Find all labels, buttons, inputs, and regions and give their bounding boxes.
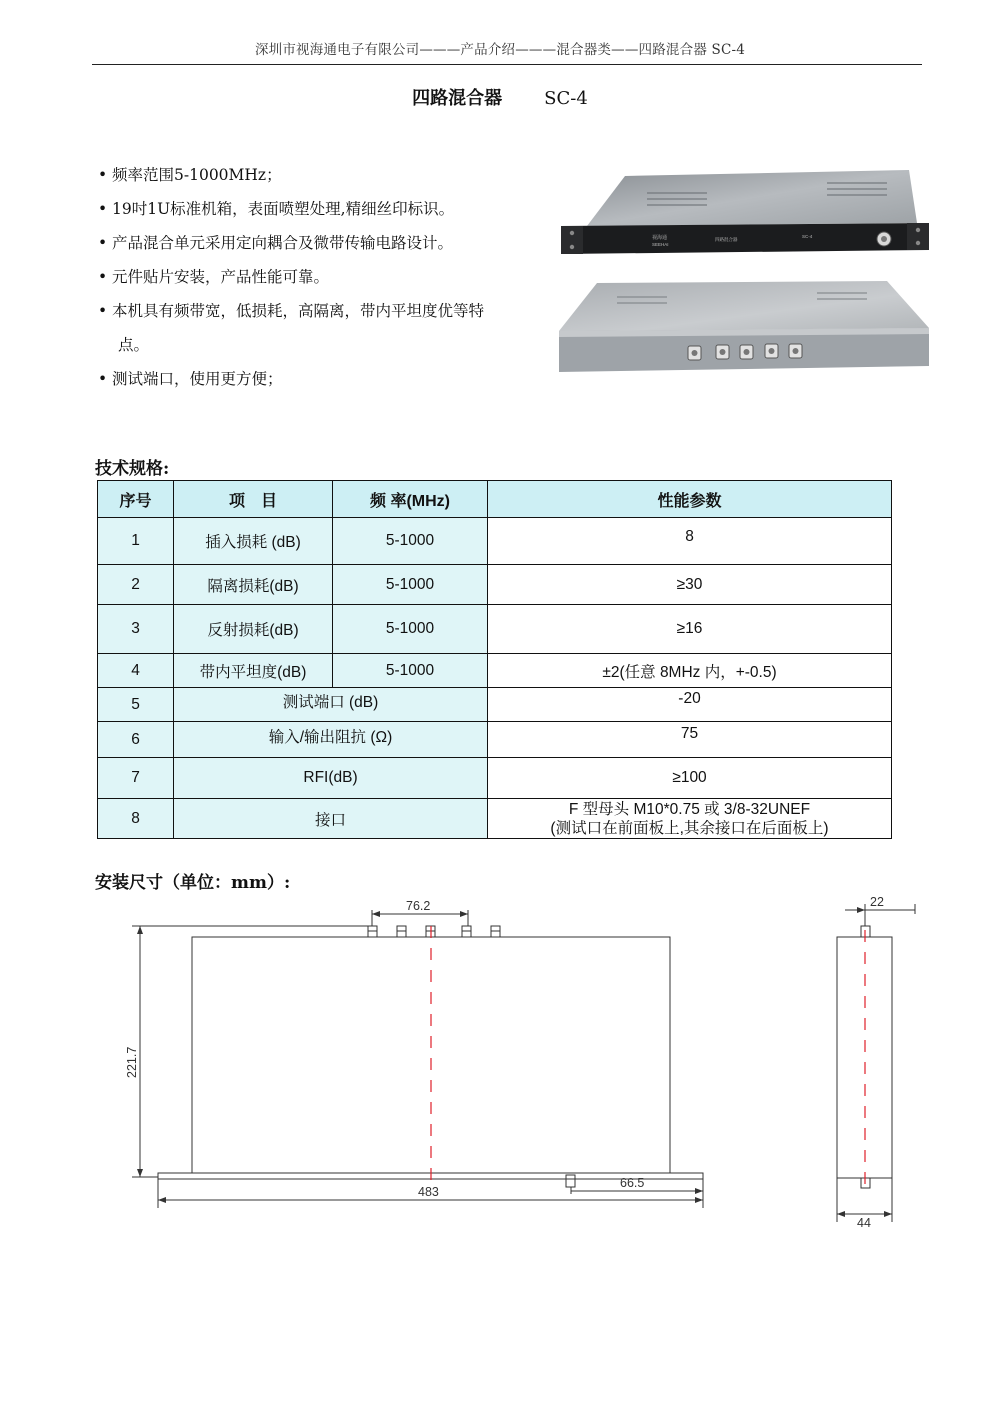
- rear-view-unit: [559, 281, 929, 372]
- front-view-unit: [561, 170, 929, 254]
- row-value: ≥30: [488, 565, 892, 605]
- feature-list: [98, 158, 548, 396]
- front-model-text: SC-4: [802, 234, 813, 239]
- dim-depth: 44: [857, 1216, 871, 1230]
- table-row: [98, 722, 892, 758]
- row-item: 反射损耗(dB): [174, 605, 333, 654]
- table-row: [98, 758, 892, 799]
- row-value: ±2(任意 8MHz 内，+-0.5): [488, 654, 892, 688]
- dim-connector-spacing: 76.2: [406, 899, 431, 913]
- rear-connectors: [368, 926, 500, 937]
- row-value: 8: [488, 518, 892, 565]
- row-no: 6: [98, 722, 174, 758]
- product-photo: [557, 168, 933, 380]
- header-divider: [92, 64, 922, 65]
- front-brand-en-text: SEEHAI: [652, 242, 669, 247]
- front-brand-text: 视海通: [652, 235, 668, 241]
- spec-table-header-row: [98, 481, 892, 518]
- page-title: [0, 84, 1000, 110]
- page-header-breadcrumb: 深圳市视海通电子有限公司———产品介绍———混合器类——四路混合器 SC-4: [254, 42, 746, 58]
- feature-item: • 19吋1U标准机箱，表面喷塑处理,精细丝印标识。: [98, 200, 455, 218]
- spec-section-heading: 技术规格:: [95, 459, 170, 479]
- header-no: 序号: [98, 481, 174, 518]
- row-no: 7: [98, 758, 174, 799]
- dimensions-section-heading: 安装尺寸（单位：mm）:: [95, 873, 291, 893]
- row-item: 测试端口 (dB): [174, 688, 488, 722]
- row-item: 插入损耗 (dB): [174, 518, 333, 565]
- row-value: 75: [488, 722, 892, 758]
- feature-item: • 本机具有频带宽，低损耗，高隔离，带内平坦度优等特: [98, 302, 485, 320]
- dim-test-port-offset: 66.5: [620, 1176, 645, 1190]
- row-no: 1: [98, 518, 174, 565]
- row-item: 带内平坦度(dB): [174, 654, 333, 688]
- interface-line-1: F 型母头 M10*0.75 或 3/8-32UNEF: [568, 800, 811, 818]
- table-row: [98, 605, 892, 654]
- row-value: ≥100: [488, 758, 892, 799]
- table-row: [98, 688, 892, 722]
- spec-table: [97, 480, 892, 839]
- row-freq: 5-1000: [333, 654, 488, 688]
- row-value: [488, 799, 892, 839]
- row-no: 5: [98, 688, 174, 722]
- table-row: [98, 518, 892, 565]
- row-item: 接口: [174, 799, 488, 839]
- row-item: RFI(dB): [174, 758, 488, 799]
- row-no: 2: [98, 565, 174, 605]
- row-no: 8: [98, 799, 174, 839]
- row-value: -20: [488, 688, 892, 722]
- header-item: 项 目: [174, 481, 333, 518]
- feature-item-continuation: 点。: [118, 336, 150, 354]
- dim-width: 483: [418, 1185, 439, 1199]
- front-label-text: 四路混合器: [715, 237, 738, 242]
- feature-item: • 测试端口，使用更方便；: [98, 370, 283, 388]
- feature-item: • 产品混合单元采用定向耦合及微带传输电路设计。: [98, 234, 454, 252]
- table-row: [98, 565, 892, 605]
- product-model: SC-4: [544, 88, 588, 109]
- dimension-drawing: [110, 890, 930, 1230]
- row-value: ≥16: [488, 605, 892, 654]
- dim-side-connector-offset: 22: [870, 895, 884, 909]
- feature-item: • 频率范围5-1000MHz；: [98, 166, 282, 184]
- row-freq: 5-1000: [333, 518, 488, 565]
- dim-height: 221.7: [125, 1046, 139, 1078]
- row-no: 3: [98, 605, 174, 654]
- product-name: 四路混合器: [412, 88, 503, 109]
- header-value: 性能参数: [488, 481, 892, 518]
- row-no: 4: [98, 654, 174, 688]
- interface-line-2: (测试口在前面板上,其余接口在后面板上): [550, 819, 829, 837]
- row-item: 输入/输出阻抗 (Ω): [174, 722, 488, 758]
- header-frequency: 频 率(MHz): [333, 481, 488, 518]
- row-item: 隔离损耗(dB): [174, 565, 333, 605]
- row-freq: 5-1000: [333, 565, 488, 605]
- side-view-body: [837, 937, 892, 1178]
- feature-item: • 元件贴片安装，产品性能可靠。: [98, 268, 330, 286]
- row-freq: 5-1000: [333, 605, 488, 654]
- table-row: [98, 654, 892, 688]
- test-port-connector: [566, 1175, 575, 1187]
- table-row: [98, 799, 892, 839]
